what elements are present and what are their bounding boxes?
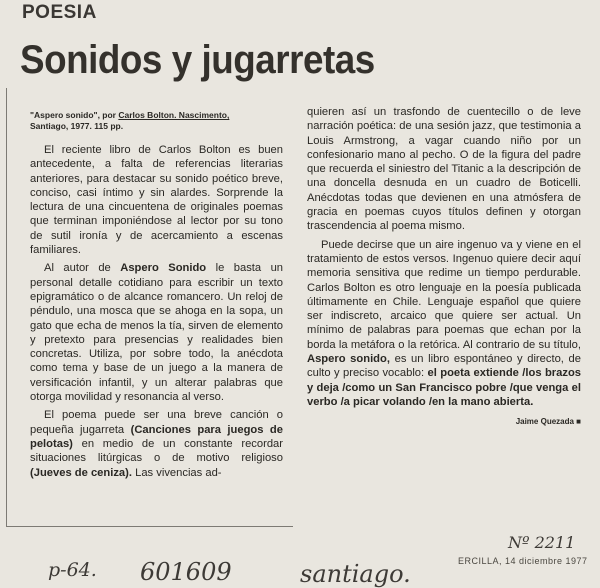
book-reference (30, 110, 283, 132)
paragraph: Al autor de Aspero Sonido le basta un personal detalle cotidiano para escribir un texto epigramático o de alcance romancero. Un reloj de péndulo, una mosca que se ahoga en la sopa, un gato que echa de menos la tía, sirven de elemento y pretexto para presencias y realidades bien concretas. Utiliza, por sobre todo, la anécdota como tema y base de un juego a la manera de versificación infantil, y un alterar palabras que otorga movilidad y resonancia al verso. (30, 262, 284, 404)
book-reference-place: Santiago, 1977. 115 pp. (30, 121, 124, 131)
book-reference-title: "Aspero sonido", por (30, 110, 116, 120)
book-reference-author: Carlos Bolton. Nascimento, (118, 110, 230, 120)
column-left (30, 110, 284, 484)
article-title: Sonidos y jugarretas (20, 38, 375, 82)
handwritten-code: Nº 2211 (508, 533, 576, 552)
column-right (307, 105, 581, 434)
author-signature: Jaime Quezada ■ (515, 417, 581, 427)
paragraph: quieren así un trasfondo de cuentecillo o de leve narración poética: de una sesión jazz, que testimonia a Louis Armstrong, a vagar cuando niño por un confesionario mano al pecho. O de la figura del padre que recuerda el siniestro del Titanic a la descripción de una doncella desnuda en un cuadro de Boticelli. Anécdotas todas que devienen en una atmósfera de gracia en poemas cuyos títulos definen y otorgan trascendencia al poema mismo. (307, 106, 581, 233)
book-title-emphasis: Aspero Sonido (120, 262, 207, 275)
paragraph: El poema puede ser una breve canción o pequeña jugarreta (Canciones para juegos de pelotas) en medio de un constante recordar situaciones litúrgicas o de motivo religioso (Jueves de ceniza). Las vivencias ad- (30, 409, 283, 479)
poem-title-emphasis: (Jueves de ceniza). (30, 466, 132, 479)
section-label: POESIA (22, 2, 97, 23)
paragraph: Puede decirse que un aire ingenuo va y viene en el tratamiento de estos versos. Ingenuo quiere decir aquí memoria sensitiva que redime un tiempo perdurable. Carlos Bolton es otro lenguaje en la poesía publicada últimamente en Chile. Lenguaje español que quiere ser indiscreto, arcaico que quiere ser actual. Un mínimo de palabras para poemas que echan por la borda la metáfora o la retórica. Al contrario de su título, Aspero sonido, es un libro espontáneo y directo, de culto y preciso vocablo: el poeta extiende /los brazos y deja /como un San Francisco pobre /que venga el verbo /a picar volando /en la mano abierta. (307, 238, 582, 408)
handwritten-place: santiago. (300, 560, 411, 588)
poem-quote: el poeta extiende /los brazos y deja /como un San Francisco pobre /que venga el verbo /a picar volando /en la mano abierta. (307, 367, 582, 408)
paragraph: El reciente libro de Carlos Bolton es buen antecedente, a falta de referencias literarias anteriores, para destacar su sonido poético breve, conciso, casi íntimo y sin alardes. Sorprende la lectura de una cincuentena de originales poemas que terminan imponiéndose al lector por su tono de sutil ironía y de acercamiento a escenas familiares. (30, 144, 283, 257)
poem-title-emphasis: (Canciones para juegos de pelotas) (30, 423, 283, 450)
book-title-emphasis: Aspero sonido, (307, 353, 390, 366)
publication-date: ERCILLA, 14 diciembre 1977 (458, 556, 588, 566)
handwritten-page-note: p-64. (48, 559, 97, 581)
handwritten-number: 601609 (140, 558, 232, 586)
